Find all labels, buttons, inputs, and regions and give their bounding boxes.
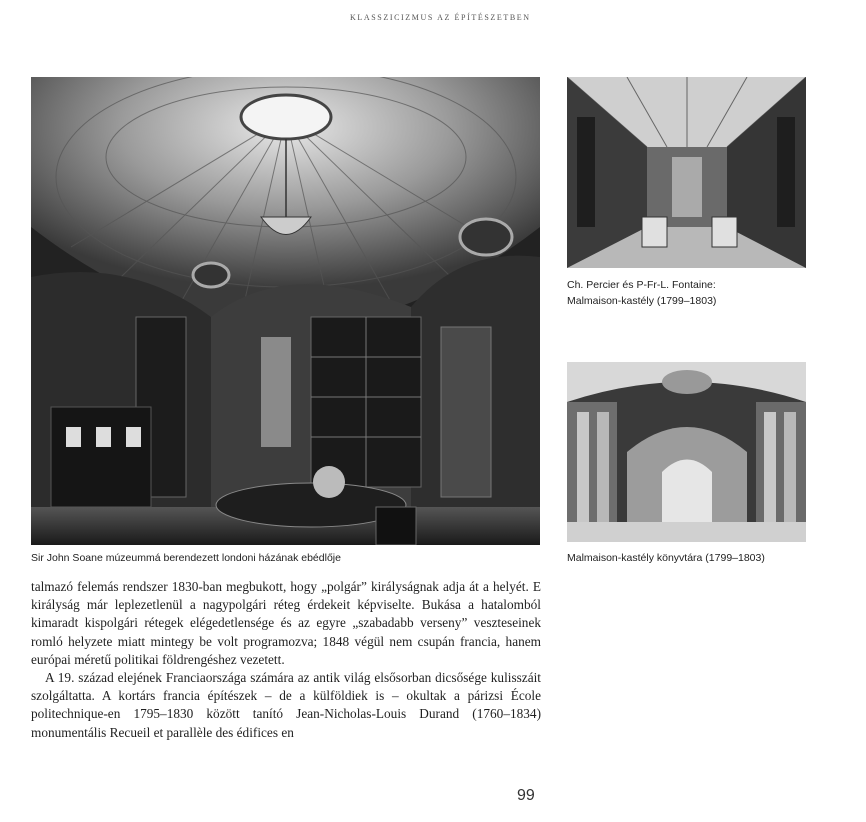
figure-caption-corridor-line2: Malmaison-kastély (1799–1803) [567,295,717,307]
paragraph-1: talmazó felemás rendszer 1830-ban megbukott, hogy „polgár” királyságnak adja át a helyét. E királyság már leplezetlenül a nagypolgári réteg érdekeit képviselte. Bukása a hatalomból kimaradt kispolgári rétegek elégedetlensége és az egyre „szabadabb verseny” veszteseinek romló helyzete miatt mintegy be volt programozva; 1848 végül nem csupán francia, hanem európai méretű politikai földrengéshez vezetett. [31,579,541,667]
figure-caption-soane: Sir John Soane múzeummá berendezett londoni házának ebédlője [31,552,341,564]
malmaison-library-photo [567,362,806,542]
body-text [31,578,541,742]
paragraph-2: A 19. század elejének Franciaországa számára az antik világ elsősorban dicsősége kulisszáit szolgáltatta. A kortárs francia építészek – de a külföldiek is – okultak a párizsi École politechnique-en 1795–1830 között tanító Jean-Nicholas-Louis Durand (1760–1834) monumentális Recueil et parallèle des édifices en [31,670,541,740]
figure-caption-library: Malmaison-kastély könyvtára (1799–1803) [567,552,765,564]
figure-caption-corridor-line1: Ch. Percier és P-Fr-L. Fontaine: [567,279,716,291]
soane-dining-room-photo [31,77,540,545]
page-number: 99 [517,787,535,804]
running-header: KLASSZICIZMUS AZ ÉPÍTÉSZETBEN [350,13,531,22]
malmaison-corridor-photo [567,77,806,268]
